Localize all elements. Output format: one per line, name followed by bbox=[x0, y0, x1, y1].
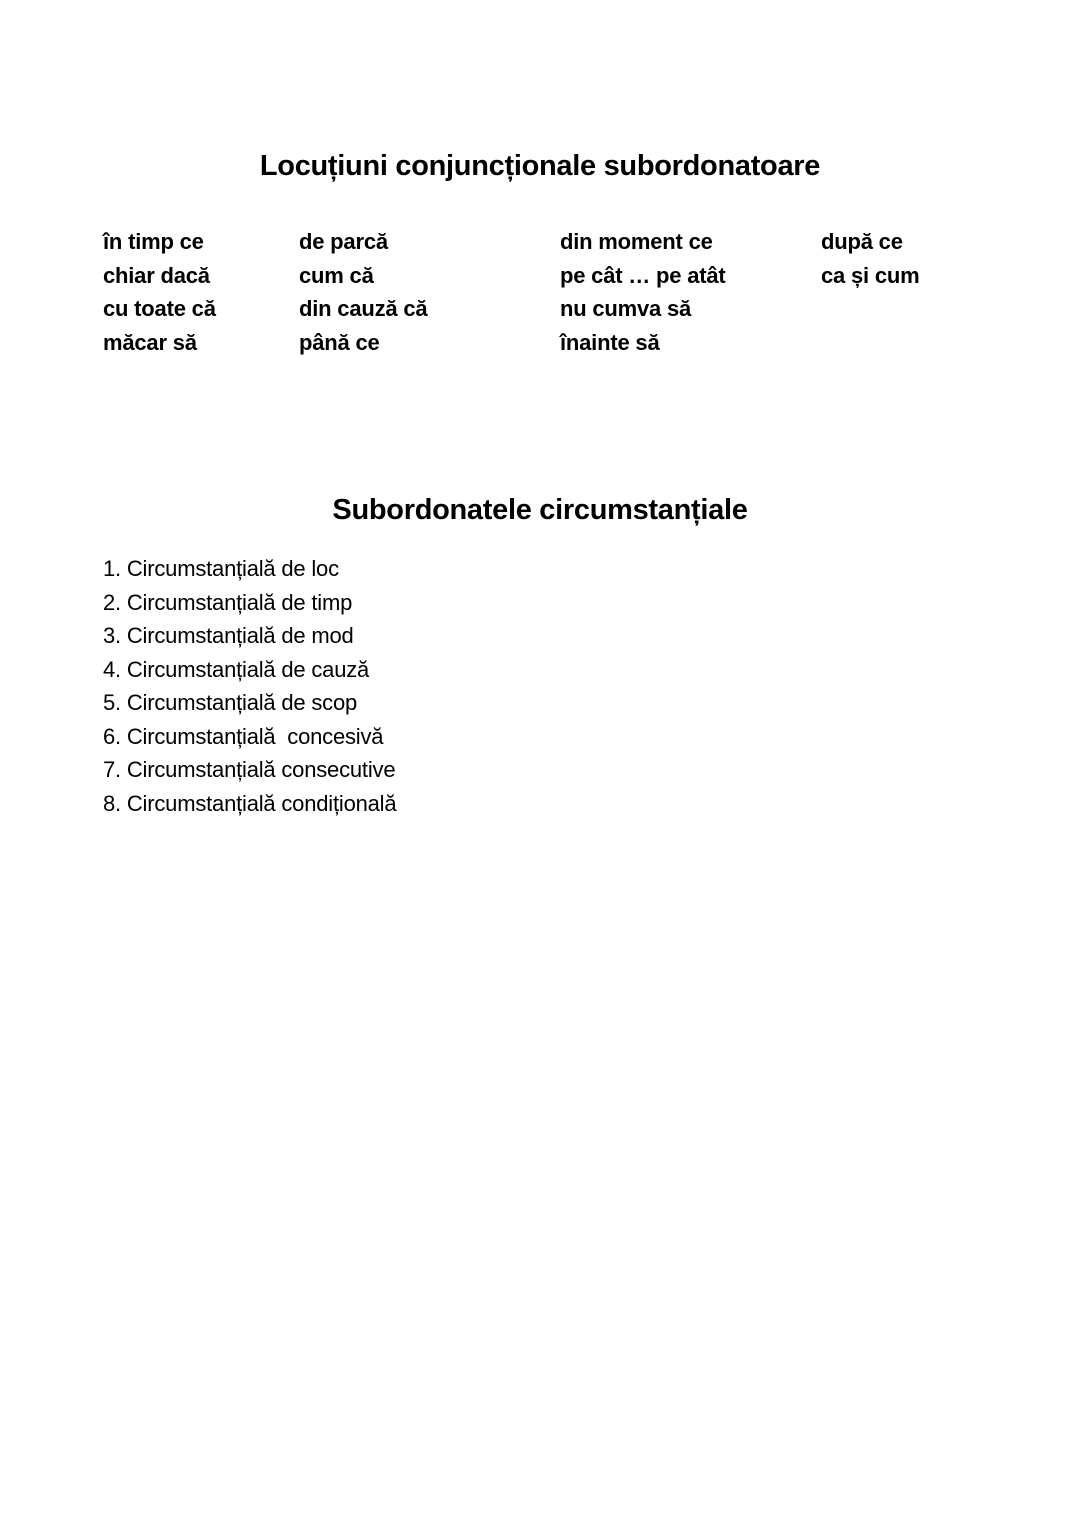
locution-item: măcar să bbox=[103, 329, 197, 355]
list-item: 5. Circumstanțială de scop bbox=[103, 690, 358, 715]
list-item: 6. Circumstanțială concesivă bbox=[103, 723, 384, 749]
locution-item: de parcă bbox=[299, 229, 388, 254]
list-item: 7. Circumstanțială consecutive bbox=[103, 757, 396, 782]
list-item: 4. Circumstanțială de cauză bbox=[103, 656, 370, 682]
section-title-circumstantial: Subordonatele circumstanțiale bbox=[332, 494, 748, 526]
locution-item: până ce bbox=[299, 329, 380, 355]
locutions-grid bbox=[0, 225, 1080, 365]
locution-item: înainte să bbox=[560, 329, 660, 355]
locution-item: în timp ce bbox=[103, 229, 204, 254]
circumstantial-list bbox=[103, 552, 396, 820]
locution-item: după ce bbox=[821, 229, 903, 254]
locution-item: nu cumva să bbox=[560, 296, 692, 321]
list-item: 1. Circumstanțială de loc bbox=[103, 556, 339, 581]
list-item: 3. Circumstanțială de mod bbox=[103, 623, 354, 648]
list-item: 2. Circumstanțială de timp bbox=[103, 589, 353, 615]
locution-item: din moment ce bbox=[560, 229, 713, 254]
locutions-column bbox=[103, 225, 216, 359]
locution-item: pe cât … pe atât bbox=[560, 262, 726, 288]
locutions-column bbox=[560, 225, 726, 359]
locution-item: cu toate că bbox=[103, 296, 216, 321]
locution-item: din cauză că bbox=[299, 296, 428, 321]
locutions-column bbox=[821, 225, 919, 292]
locution-item: cum că bbox=[299, 262, 374, 288]
list-item: 8. Circumstanțială condițională bbox=[103, 790, 397, 816]
locution-item: chiar dacă bbox=[103, 262, 210, 288]
section-title-locutions: Locuțiuni conjuncționale subordonatoare bbox=[259, 150, 821, 182]
locutions-column bbox=[299, 225, 427, 359]
locution-item: ca și cum bbox=[821, 262, 920, 288]
